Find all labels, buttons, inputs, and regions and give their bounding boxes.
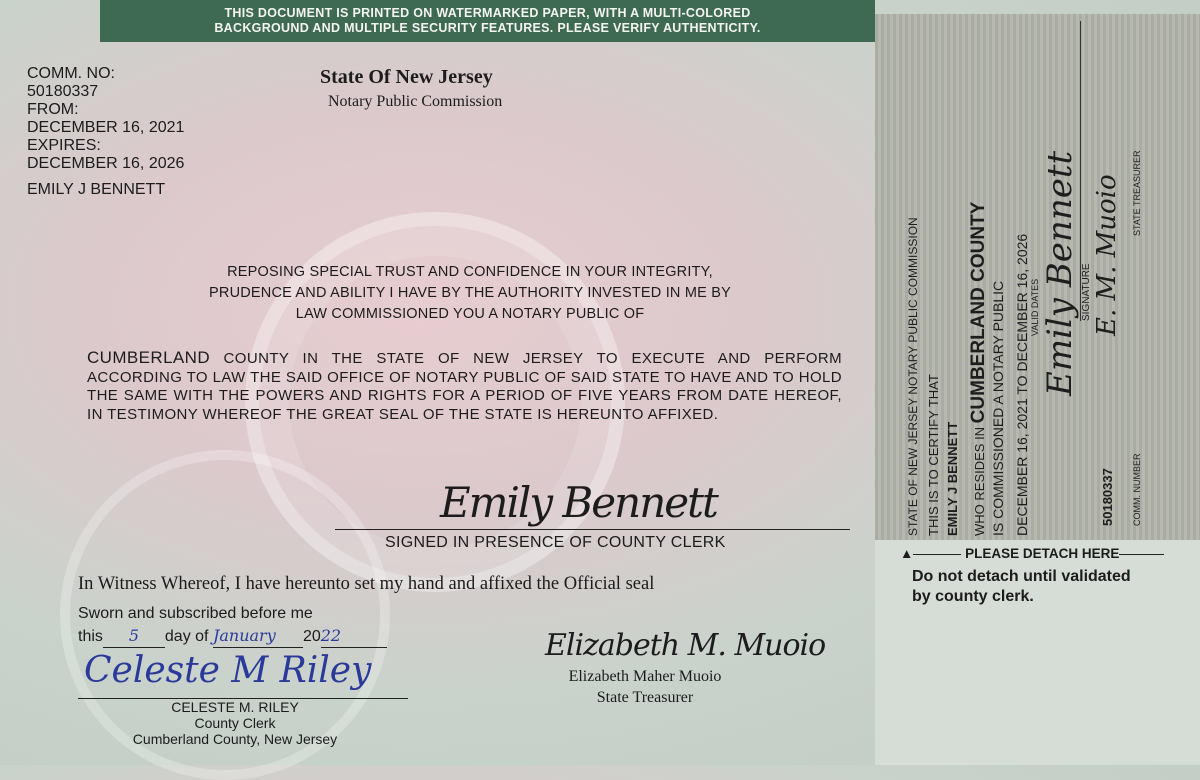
stub-valid-label: VALID DATES (1030, 278, 1040, 336)
witness-statement: In Witness Whereof, I have hereunto set my hand and affixed the Official seal (78, 574, 655, 594)
comm-number: 50180337 (27, 83, 99, 100)
treasurer-block (540, 666, 750, 708)
stub-line-2: THIS IS TO CERTIFY THAT (926, 374, 941, 536)
trust-line: PRUDENCE AND ABILITY I HAVE BY THE AUTHORITY INVESTED IN ME BY (209, 285, 731, 301)
day-value: 5 (103, 625, 165, 648)
commission-paragraph (87, 349, 842, 424)
stub-treasurer-label: STATE TREASURER (1132, 150, 1142, 236)
clerk-county: Cumberland County, New Jersey (132, 731, 338, 747)
county-name: CUMBERLAND (87, 348, 211, 367)
day-of-label: day of (164, 628, 209, 645)
expires-label: EXPIRES: (27, 137, 101, 154)
clerk-block (90, 699, 380, 747)
notary-signature: Emily Bennett (440, 478, 717, 527)
sworn-block (78, 603, 387, 648)
detach-note-line: Do not detach until validated (912, 568, 1131, 585)
stub-county: CUMBERLAND COUNTY (968, 201, 989, 424)
clerk-signature: Celeste M Riley (84, 650, 372, 691)
year-value: 22 (321, 625, 387, 648)
security-banner (100, 0, 875, 42)
banner-line-2: BACKGROUND AND MULTIPLE SECURITY FEATURES. PLEASE VERIFY AUTHENTICITY. (214, 21, 761, 35)
month-value: January (213, 625, 303, 648)
this-label: this (78, 628, 103, 645)
expires-date: DECEMBER 16, 2026 (27, 155, 185, 172)
stub-resides: WHO RESIDES IN (972, 423, 987, 536)
clerk-name: CELESTE M. RILEY (171, 699, 299, 715)
wallet-card-text (892, 76, 1200, 536)
year-prefix: 20 (302, 628, 321, 645)
stub-commissioned: IS COMMISSIONED A NOTARY PUBLIC (990, 280, 1006, 536)
signed-label: SIGNED IN PRESENCE OF COUNTY CLERK (385, 534, 726, 551)
stub-line-1: STATE OF NEW JERSEY NOTARY PUBLIC COMMISSION (906, 217, 920, 536)
stub-name: EMILY J BENNETT (945, 421, 960, 536)
stub-signature-label: SIGNATURE (1080, 21, 1092, 321)
detach-line (900, 546, 1200, 561)
detach-label: PLEASE DETACH HERE (965, 546, 1120, 561)
clerk-title: County Clerk (194, 715, 276, 731)
treasurer-title: State Treasurer (596, 689, 694, 706)
document-subtitle: Notary Public Commission (328, 93, 503, 110)
stub-comm-label: COMM. NUMBER (1132, 453, 1142, 526)
sworn-line: Sworn and subscribed before me (78, 605, 313, 622)
treasurer-name: Elizabeth Maher Muoio (568, 668, 722, 685)
detach-note-line: by county clerk. (912, 588, 1034, 605)
trust-line: LAW COMMISSIONED YOU A NOTARY PUBLIC OF (295, 306, 645, 322)
stub-treasurer-signature: E. M. Muoio (1092, 174, 1122, 336)
banner-line-1: THIS DOCUMENT IS PRINTED ON WATERMARKED PAPER, WITH A MULTI-COLORED (224, 6, 751, 20)
stub-signature: Emily Bennett (1040, 150, 1080, 396)
detach-note (912, 567, 1131, 607)
trust-paragraph (100, 262, 840, 325)
stub-dates: DECEMBER 16, 2021 TO DECEMBER 16, 2026 (1014, 233, 1030, 536)
signature-line (335, 529, 850, 530)
stub-comm-no: 50180337 (1100, 468, 1115, 526)
comm-label: COMM. NO: (27, 65, 115, 82)
notary-name: EMILY J BENNETT (27, 181, 166, 198)
treasurer-signature: Elizabeth M. Muoio (545, 628, 826, 663)
from-label: FROM: (27, 101, 79, 118)
document-title: State Of New Jersey (320, 66, 493, 88)
commission-info (27, 65, 184, 199)
arrow-up-icon: ▲ (900, 546, 914, 561)
from-date: DECEMBER 16, 2021 (27, 119, 185, 136)
trust-line: REPOSING SPECIAL TRUST AND CONFIDENCE IN YOUR INTEGRITY, (227, 264, 713, 280)
commission-text: COUNTY IN THE STATE OF NEW JERSEY TO EXECUTE AND PERFORM ACCORDING TO LAW THE SAID OFFICE OF NOTARY PUBLIC OF SAID STATE TO HAVE AND TO HOLD THE SAME WITH THE POWERS AND RIGHTS FOR A PERIOD OF FIVE YEARS FROM DATE HEREOF, IN TESTIMONY WHEREOF THE GREAT SEAL OF THE STATE IS HEREUNTO AFFIXED. (87, 350, 842, 423)
